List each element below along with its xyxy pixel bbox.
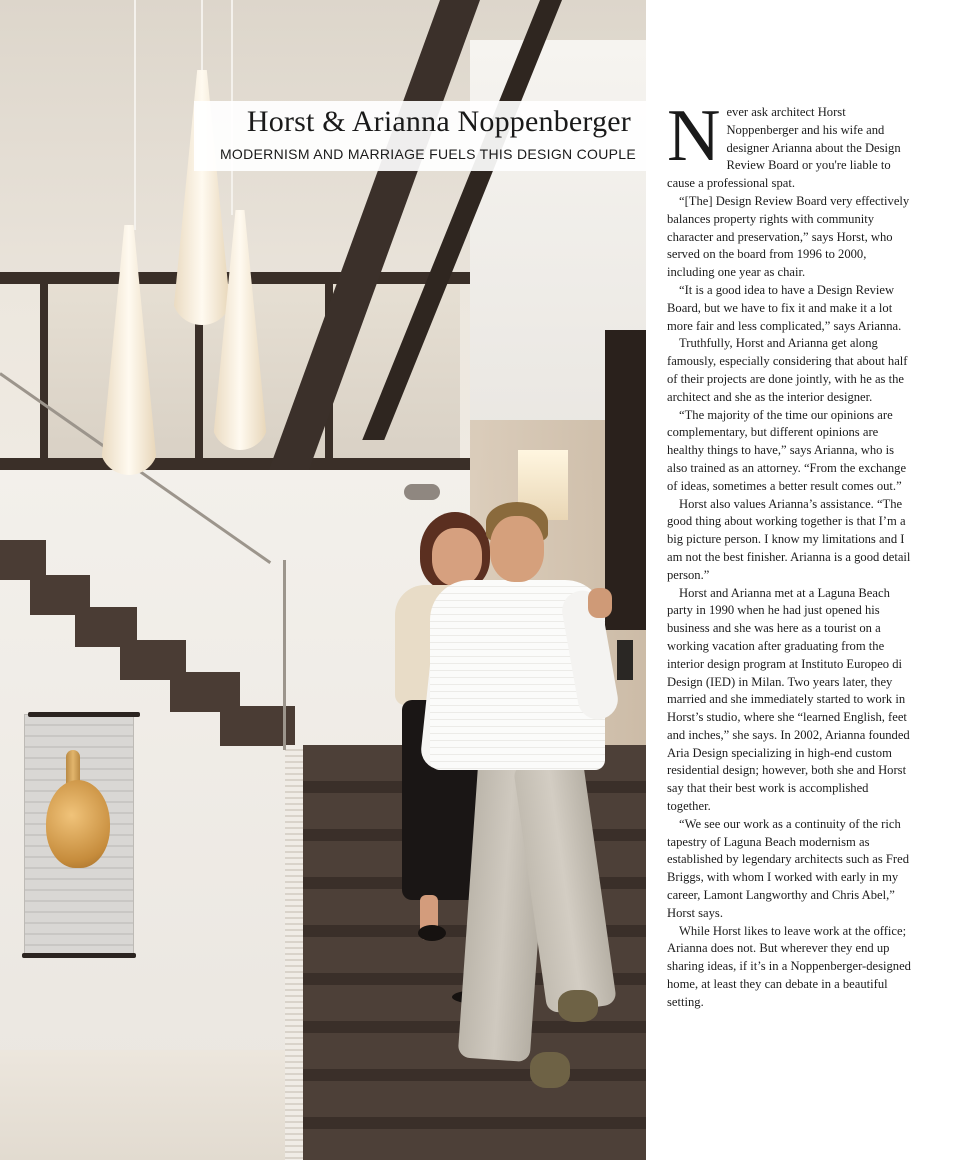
- article-paragraph: “We see our work as a continuity of the rich tapestry of Laguna Beach modernism as established by legendary architects such as Fred Briggs, with whom I worked with early in my career, Lamont Langworthy and Chris Abel,” Horst says.: [667, 816, 909, 920]
- article-paragraph: [667, 95, 914, 193]
- wall-sconce: [404, 484, 440, 500]
- man-face: [490, 516, 544, 582]
- pendant-cord: [134, 0, 136, 230]
- article-paragraph: Horst also values Arianna’s assistance. “The good thing about working together is that I’m a big picture person. I know my limitations and I am not the best finisher. Arianna is a good detail person.”: [667, 496, 911, 582]
- man-hand: [588, 588, 612, 618]
- article-paragraph: “The majority of the time our opinions are complementary, but different opinions are healthy things to have,” says Arianna, who is also trained as an attorney. “From the exchange of ideas, sometimes a better result comes out.”: [667, 407, 907, 493]
- title-banner: [194, 101, 646, 171]
- paragraph-text: ever ask architect Horst Noppenberger and his wife and designer Arianna about the Design Review Board or you're liable to cause a professional spat.: [667, 105, 901, 191]
- woman-shoe: [418, 925, 446, 941]
- window-mullion: [40, 284, 48, 458]
- mezzanine-floor: [0, 458, 480, 470]
- article-paragraph: “[The] Design Review Board very effectively balances property rights with community character and preservation,” says Horst, who served on the board from 1996 to 2000, including one year as chair.: [667, 193, 910, 280]
- article-paragraph: While Horst likes to leave work at the office; Arianna does not. But wherever they end up sharing ideas, if it’s in a Noppenberger-designed home, at least they can debate in a beautiful setting.: [667, 923, 911, 1009]
- article-title: Horst & Arianna Noppenberger: [246, 105, 631, 138]
- wall-plaque: [617, 640, 633, 680]
- dark-doorway: [605, 330, 646, 630]
- stair-step: [0, 540, 46, 580]
- article-paragraph: Truthfully, Horst and Arianna get along famously, especially considering that about half of their projects are done jointly, with he as the architect and she as the interior designer.: [667, 336, 908, 404]
- staircase-edge: [285, 745, 303, 1160]
- gourd-body: [46, 780, 110, 868]
- artwork-rod: [28, 712, 140, 717]
- article-paragraph: “It is a good idea to have a Design Review Board, but we have to fix it and make it a lot more fair and less complicated,” says Arianna.: [667, 282, 902, 333]
- man-shoe: [530, 1052, 570, 1088]
- man-shoe: [558, 990, 598, 1022]
- railing-post: [283, 560, 286, 750]
- article-paragraph: Horst and Arianna met at a Laguna Beach party in 1990 when he had just opened his business and she was here as a tourist on a working vacation after graduating from the interior design program at Instituto Europeo di Design (IED) in Milan. Two years later, they married and she immediately started to work in Horst’s studio, where she “learned English, feet and inches,” she says. In 2002, Arianna founded Aria Design specializing in high-end custom residential design; however, both she and Horst say that their best work is accomplished together.: [667, 585, 910, 814]
- drop-cap: N: [667, 95, 721, 177]
- pendant-cord: [201, 0, 203, 75]
- woman-face: [432, 528, 482, 586]
- article-subtitle: MODERNISM AND MARRIAGE FUELS THIS DESIGN COUPLE: [219, 146, 636, 162]
- artwork-rod: [22, 953, 136, 958]
- article-body: [667, 95, 914, 1012]
